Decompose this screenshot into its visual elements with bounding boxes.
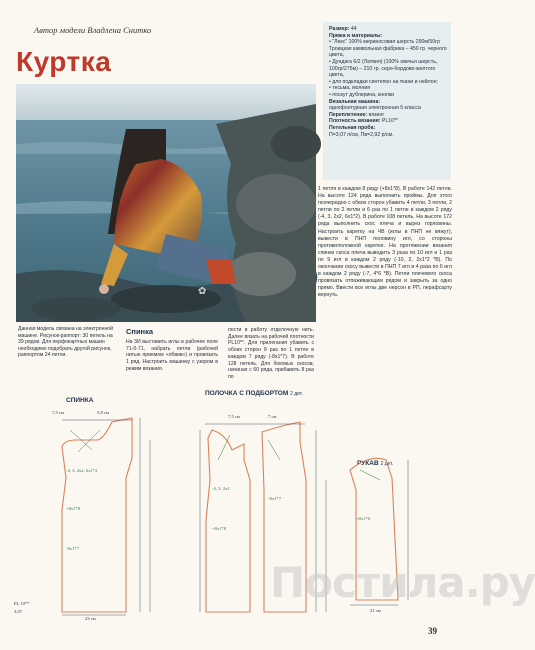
instructions-column-text: пости в работу отделочную нить. Далее вязать на рабочей плотности PL10**. Для прилегания убавить с обоих сторон 8 раз по 1 петле в каждом 7 ряду (-8х1*7). В работе 128 петель. Для боковых скосов, начиная с 60 ряда, прибавить 8 раз по <box>228 327 314 380</box>
yarn-item-1: • "Лекс" 100% мериносовая шерсть 290м/50гр Троицкая камвольная фабрика – 450 гр. черного цвета, <box>329 39 447 59</box>
yarn-item-2: • Дундага 6/2 (Латвия) (100% овечья шерсть, 100гр/275м) – 210 гр. серо-бордово-желтого цвета, <box>329 58 438 79</box>
yarn-item-4: • тесьма, молния <box>329 85 371 92</box>
yarn-item-5: • поскут дублерина, кнопки <box>329 91 395 98</box>
spinka-heading: Спинка <box>126 327 154 336</box>
yarn-label: Пряжа и материалы: <box>329 32 383 39</box>
front-pattern-outline <box>206 430 250 612</box>
back-pattern-outline <box>62 418 132 612</box>
page-number: 39 <box>428 626 437 636</box>
svg-text:21 см: 21 см <box>370 608 381 613</box>
machine-label: Вязальная машина: <box>329 98 381 105</box>
machine-value: однофонтурная электронная 5 класса <box>329 105 421 112</box>
watermark: Постила.ру <box>270 558 535 607</box>
materials-box <box>323 22 451 180</box>
photo-illustration <box>16 84 316 322</box>
size-label: Размер: <box>329 26 350 32</box>
sample-value: П=3,07 п/см, Пв=2,92 р/см. <box>329 131 394 138</box>
instructions-column <box>228 327 314 381</box>
photo-caption: Данная модель связана на электронной машине. Рисунок-раппорт: 30 петель на 39 рядов. Для перфокартных машин необходимо подобрать другой рисунок, раппортом 24 петли. <box>18 326 113 359</box>
svg-text:+8х1*8: +8х1*8 <box>212 526 227 531</box>
svg-text:+8х1*8: +8х1*8 <box>66 506 81 511</box>
svg-text:PL 10**: PL 10** <box>14 601 30 606</box>
rukav-count: 2 дет. <box>380 461 394 467</box>
yarn-item-3: • для подкладки синтепон на ткани и нейлон; <box>329 78 438 85</box>
density-label: Плотность вязания: <box>329 118 381 125</box>
svg-text:-4, 3, 2х2, 6х1*2: -4, 3, 2х2, 6х1*2 <box>66 468 98 473</box>
instructions-text: 1 петля в каждом 8 ряду (+8х1*8). В работе 142 петли. На высоте 124 ряда выполнить проймы. Для этого поочередно с обеих сторон убавить 4 петли, 3 петли, 2 петли по 2 петли и 6 раз по 1 петле в каждом 2 ряду (-4, 3, 2х2, 6х1*2). В работе 108 петель. На высоте 172 ряда выполнить скос плеча и вырез горловины. Настроить каретку на ЧВ (иглы в ПНП не вяжут), вывести в ПНП половину игл, со стороны противоположной каретке. На протяжении вязания спинки скоса плеча выводить 3 раза по 10 игл и 1 раз по 9 игл в каждом 2 ряду (-10, 2, 2х1*2 *В). По окончании скосу вывести в ПНП 7 игл и 4 раза по 6 игл в каждом 2 ряду (-7, 4*6 *В). Петли плечевого скоса провязать отпаживающим рядом и закрыть за одно прямо. Ввести все иглы две нерсон в РП, перафсарту вернуть. <box>318 186 452 299</box>
instructions-continued <box>318 186 452 300</box>
svg-text:7 см: 7 см <box>268 414 277 419</box>
spinka-section <box>126 327 218 373</box>
size-value: 44 <box>350 26 357 32</box>
svg-text:-8х1*7: -8х1*7 <box>66 546 80 551</box>
spinka-body: На 3И выставить иглы в рабочее поле 71-0-71, набрать петли (рабочей нитью приемом «обвив») и провязать 1 ряд. Настроить машинку с узором в режим вязания. <box>126 339 218 372</box>
svg-text:✿: ✿ <box>198 286 207 297</box>
polochka-count: 2 дет. <box>290 391 303 397</box>
density-value: PL10** <box>381 118 399 125</box>
svg-text:7,5 см: 7,5 см <box>52 410 64 415</box>
model-photo <box>16 84 316 322</box>
svg-text:5,8 см: 5,8 см <box>97 410 109 415</box>
author-credit: Автор модели Владлена Снитко <box>34 25 152 35</box>
polochka-pattern-label <box>205 390 303 397</box>
svg-text:23 см: 23 см <box>85 616 96 621</box>
weave-value: вязинг <box>368 111 385 118</box>
svg-text:3,07: 3,07 <box>14 609 23 614</box>
page-title: Куртка <box>16 46 112 77</box>
svg-text:+8х1*6: +8х1*6 <box>356 516 371 521</box>
weave-label: Переплетение: <box>329 111 368 118</box>
svg-text:7,5 см: 7,5 см <box>228 414 240 419</box>
spinka-pattern-label: СПИНКА <box>66 397 94 404</box>
svg-text:-4, 3, 2х2: -4, 3, 2х2 <box>212 486 230 491</box>
sample-label: Петельная проба: <box>329 124 376 131</box>
polochka-label-text: ПОЛОЧКА С ПОДБОРТОМ <box>205 390 289 397</box>
svg-text:-8х1*7: -8х1*7 <box>268 496 282 501</box>
rukav-label-text: РУКАВ <box>357 460 379 467</box>
